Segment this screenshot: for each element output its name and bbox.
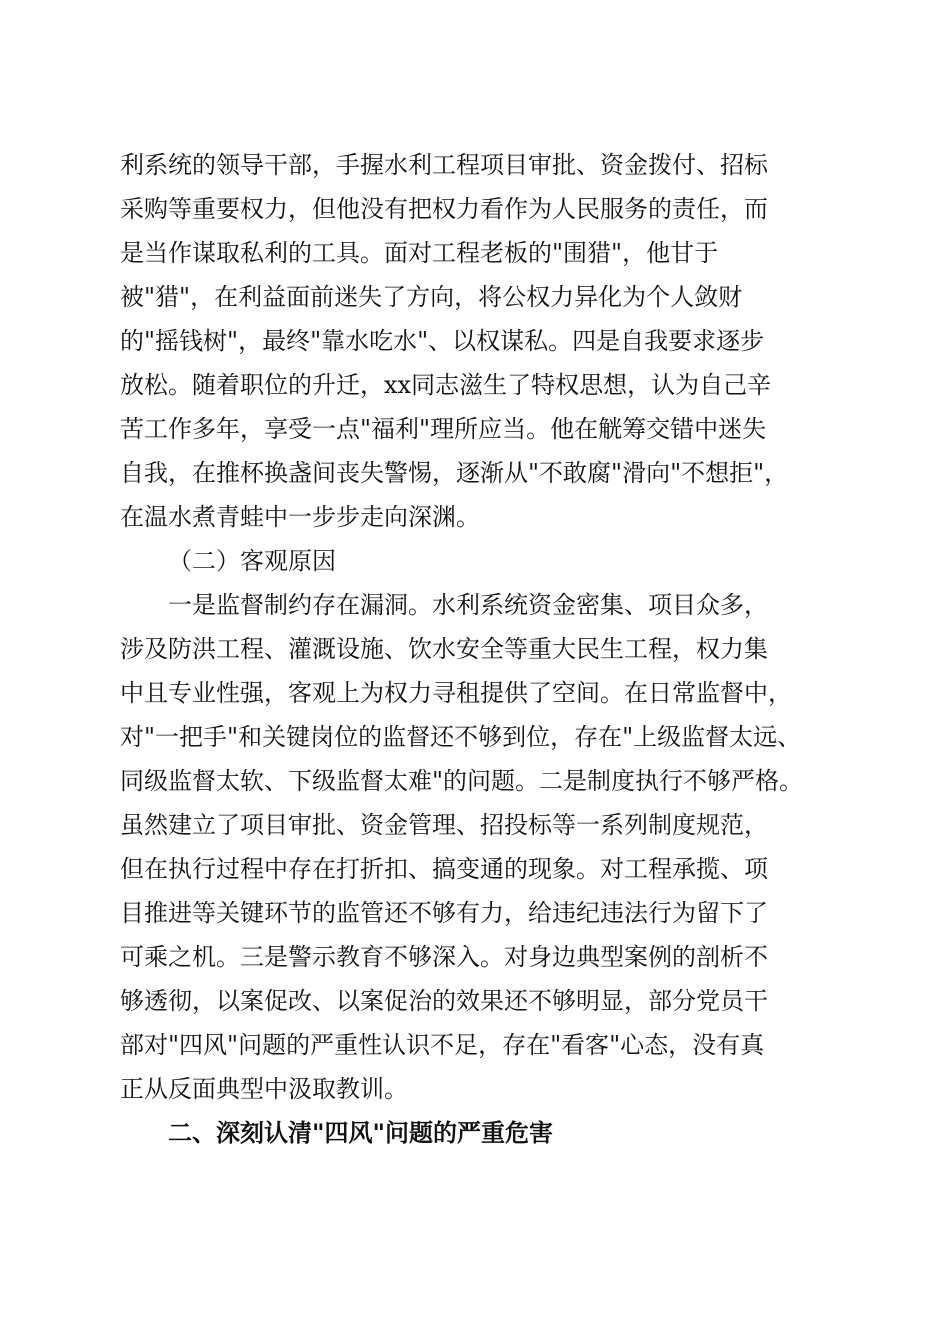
paragraph-line: 自我，在推杯换盏间丧失警惕，逐渐从"不敢腐"滑向"不想拒"，	[120, 459, 789, 487]
paragraph-line: 可乘之机。三是警示教育不够深入。对身边典型案例的剖析不	[120, 943, 768, 971]
section-subheading: （二）客观原因	[168, 547, 336, 575]
paragraph-line: 在温水煮青蛙中一步步走向深渊。	[120, 503, 480, 531]
paragraph-line: 正从反面典型中汲取教训。	[120, 1075, 408, 1103]
paragraph-line: 够透彻，以案促改、以案促治的效果还不够明显，部分党员干	[120, 987, 768, 1015]
paragraph-line: 涉及防洪工程、灌溉设施、饮水安全等重大民生工程，权力集	[120, 635, 768, 663]
paragraph-line: 放松。随着职位的升迁，xx同志滋生了特权思想，认为自己辛	[120, 371, 772, 399]
paragraph-line: 部对"四风"问题的严重性认识不足，存在"看客"心态，没有真	[120, 1031, 765, 1059]
paragraph-line: 是当作谋取私利的工具。面对工程老板的"围猎"，他甘于	[120, 239, 719, 267]
paragraph-line: 对"一把手"和关键岗位的监督还不够到位，存在"上级监督太远、	[120, 723, 802, 751]
paragraph-line: 但在执行过程中存在打折扣、搞变通的现象。对工程承揽、项	[120, 855, 768, 883]
paragraph-line: 一是监督制约存在漏洞。水利系统资金密集、项目众多，	[168, 591, 768, 619]
paragraph-line: 虽然建立了项目审批、资金管理、招投标等一系列制度规范，	[120, 811, 768, 839]
paragraph-line: 利系统的领导干部，手握水利工程项目审批、资金拨付、招标	[120, 151, 768, 179]
paragraph-line: 被"猎"，在利益面前迷失了方向，将公权力异化为个人敛财	[120, 283, 743, 311]
paragraph-line: 目推进等关键环节的监管还不够有力，给违纪违法行为留下了	[120, 899, 768, 927]
paragraph-line: 采购等重要权力，但他没有把权力看作为人民服务的责任，而	[120, 195, 768, 223]
paragraph-line: 苦工作多年，享受一点"福利"理所应当。他在觥筹交错中迷失	[120, 415, 767, 443]
paragraph-line: 的"摇钱树"，最终"靠水吃水"、以权谋私。四是自我要求逐步	[120, 327, 765, 355]
paragraph-line: 中且专业性强，客观上为权力寻租提供了空间。在日常监督中，	[120, 679, 792, 707]
paragraph-line: 同级监督太软、下级监督太难"的问题。二是制度执行不够严格。	[120, 767, 804, 795]
section-heading: 二、深刻认清"四风"问题的严重危害	[168, 1119, 554, 1147]
